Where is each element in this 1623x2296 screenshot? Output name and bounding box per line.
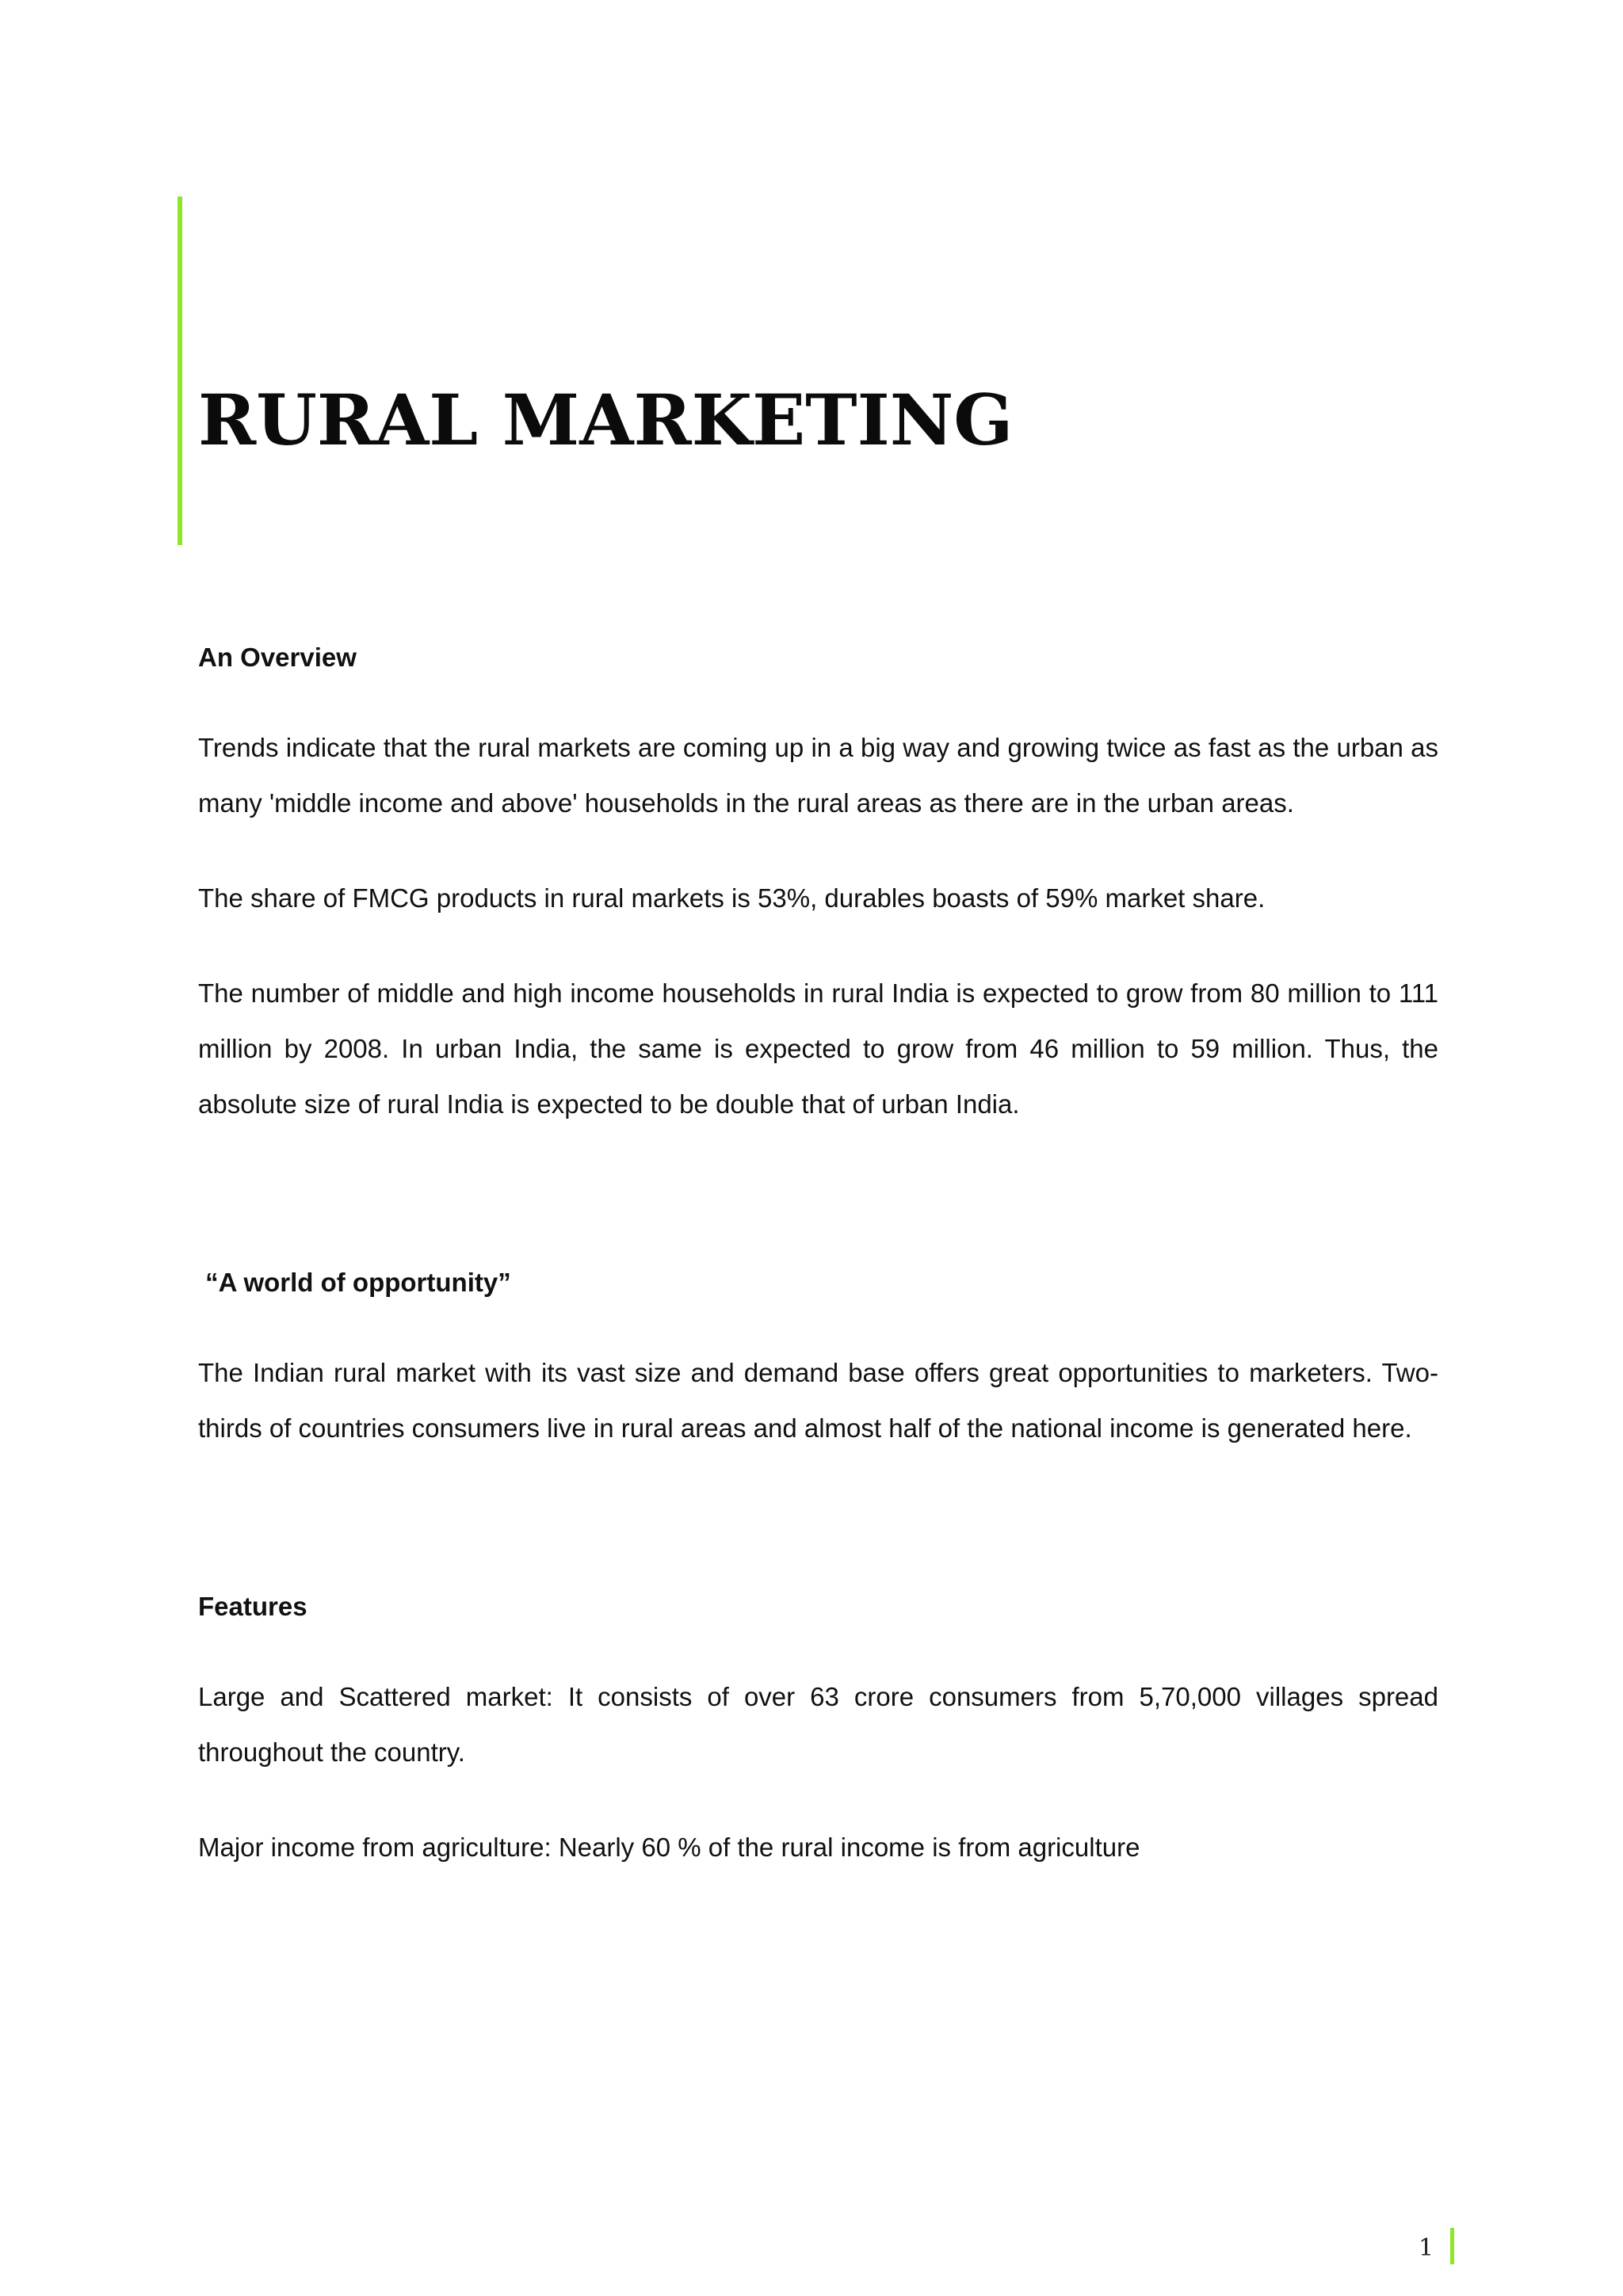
paragraph: The share of FMCG products in rural markets is 53%, durables boasts of 59% market share.: [198, 883, 1266, 913]
page-number-accent-bar: [1450, 2228, 1454, 2264]
document-title: RURAL MARKETING: [198, 379, 1014, 461]
paragraph: The number of middle and high income households in rural India is expected to grow from 80 million to 111 million by 2008. In urban India, the same is expected to grow from 46 million to 59 million. Thus, the absolute size of rural India is expected to be double that of urban India.: [198, 978, 1438, 1119]
paragraph: The Indian rural market with its vast size and demand base offers great opportunities to marketers. Two-thirds of countries consumers live in rural areas and almost half of the national income is generated here.: [198, 1358, 1438, 1443]
page-number: 1: [1419, 2234, 1434, 2262]
paragraph: Major income from agriculture: Nearly 60 % of the rural income is from agriculture: [198, 1833, 1140, 1862]
section-heading-opportunity: “A world of opportunity”: [198, 1268, 511, 1297]
section-heading-features: Features: [198, 1592, 307, 1621]
paragraph: Large and Scattered market: It consists of over 63 crore consumers from 5,70,000 villages spread throughout the country.: [198, 1682, 1438, 1767]
title-accent-bar: [178, 196, 182, 545]
document-body: [198, 634, 1438, 1875]
section-heading-overview: An Overview: [198, 643, 357, 672]
paragraph: Trends indicate that the rural markets are coming up in a big way and growing twice as fast as the urban as many 'middle income and above' households in the rural areas as there are in the urban areas.: [198, 733, 1438, 818]
